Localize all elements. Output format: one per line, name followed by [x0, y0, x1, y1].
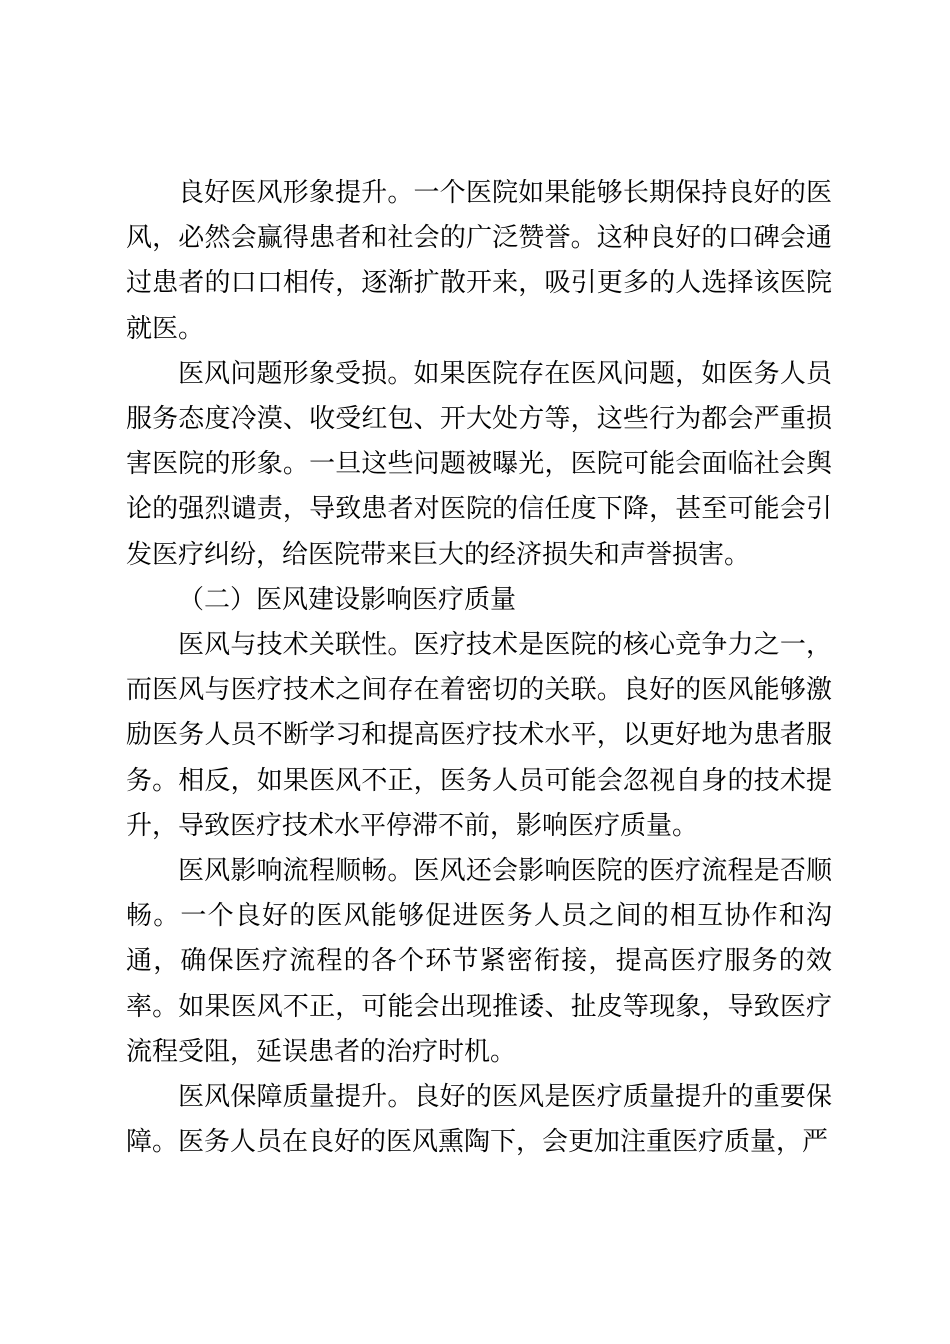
paragraph-quality-guarantee: 医风保障质量提升。良好的医风是医疗质量提升的重要保障。医务人员在良好的医风熏陶下，会更加注重医疗质量，严 — [126, 1082, 832, 1158]
document-body — [126, 171, 832, 1165]
section-heading-quality: （二）医风建设影响医疗质量 — [178, 584, 517, 615]
paragraph-image-improvement: 良好医风形象提升。一个医院如果能够长期保持良好的医风，必然会赢得患者和社会的广泛赞誉。这种良好的口碑会通过患者的口口相传，逐渐扩散开来，吸引更多的人选择该医院就医。 — [126, 178, 832, 344]
paragraph-image-damage: 医风问题形象受损。如果医院存在医风问题，如医务人员服务态度冷漠、收受红包、开大处方等，这些行为都会严重损害医院的形象。一旦这些问题被曝光，医院可能会面临社会舆论的强烈谴责，导致患者对医院的信任度下降，甚至可能会引发医疗纠纷，给医院带来巨大的经济损失和声誉损害。 — [126, 358, 832, 570]
paragraph-technology-link: 医风与技术关联性。医疗技术是医院的核心竞争力之一，而医风与医疗技术之间存在着密切的关联。良好的医风能够激励医务人员不断学习和提高医疗技术水平，以更好地为患者服务。相反，如果医风不正，医务人员可能会忽视自身的技术提升，导致医疗技术水平停滞不前，影响医疗质量。 — [126, 630, 832, 841]
paragraph-process-flow: 医风影响流程顺畅。医风还会影响医院的医疗流程是否顺畅。一个良好的医风能够促进医务人员之间的相互协作和沟通，确保医疗流程的各个环节紧密衔接，提高医疗服务的效率。如果医风不正，可能会出现推诿、扯皮等现象，导致医疗流程受阻，延误患者的治疗时机。 — [126, 856, 832, 1067]
